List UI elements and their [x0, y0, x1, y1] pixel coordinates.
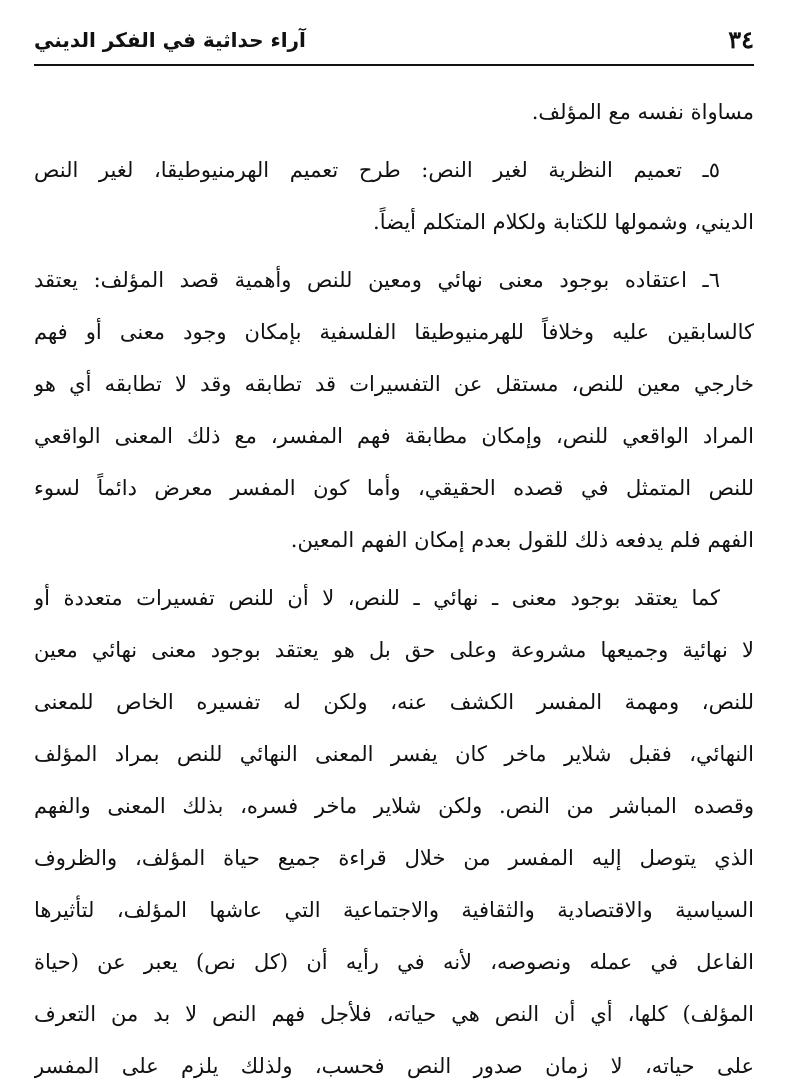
- text-line: المؤلف) كلها، أي أن النص هي حياته، فلأجل فهم النص لا بد من التعرف: [34, 1002, 754, 1026]
- text-line: للنص، ومهمة المفسر الكشف عنه، ولكن له تفسيره الخاص للمعنى: [34, 690, 754, 714]
- text-line: النهائي، فقبل شلاير ماخر كان يفسر المعنى النهائي للنص بمراد المؤلف: [34, 742, 754, 766]
- text-line: لا نهائية وجميعها مشروعة وعلى حق بل هو يعتقد بوجود معنى نهائي معين: [34, 638, 754, 662]
- text-line: كالسابقين عليه وخلافاً للهرمنيوطيقا الفلسفية بإمكان وجود معنى أو فهم: [34, 320, 754, 344]
- text-line: الديني، وشمولها للكتابة ولكلام المتكلم أيضاً.: [373, 210, 754, 234]
- header-rule: [34, 64, 754, 66]
- text-line: على حياته، لا زمان صدور النص فحسب، ولذلك يلزم على المفسر: [34, 1054, 754, 1078]
- text-line: مساواة نفسه مع المؤلف.: [531, 100, 754, 124]
- text-line: الفاعل في عمله ونصوصه، لأنه في رأيه أن (كل نص) يعبر عن (حياة: [34, 950, 754, 974]
- running-title: آراء حداثية في الفكر الديني: [34, 28, 306, 52]
- body-text: [34, 86, 754, 1092]
- text-line: ٦ـ اعتقاده بوجود معنى نهائي ومعين للنص وأهمية قصد المؤلف: يعتقد: [34, 268, 720, 292]
- page-number: ٣٤: [728, 25, 754, 54]
- text-line: الذي يتوصل إليه المفسر من خلال قراءة جميع حياة المؤلف، والظروف: [34, 846, 754, 870]
- text-line: المراد الواقعي للنص، وإمكان مطابقة فهم المفسر، مع ذلك المعنى الواقعي: [34, 424, 754, 448]
- text-line: وقصده المباشر من النص. ولكن شلاير ماخر فسره، بذلك المعنى والفهم: [34, 794, 754, 818]
- text-line: ٥ـ تعميم النظرية لغير النص: طرح تعميم الهرمنيوطيقا، لغير النص: [34, 158, 720, 182]
- text-line: الفهم فلم يدفعه ذلك للقول بعدم إمكان الفهم المعين.: [290, 528, 754, 552]
- text-line: السياسية والاقتصادية والثقافية والاجتماعية التي عاشها المؤلف، لتأثيرها: [34, 898, 754, 922]
- text-line: للنص المتمثل في قصده الحقيقي، وأما كون المفسر معرض دائماً لسوء: [34, 476, 754, 500]
- text-line: خارجي معين للنص، مستقل عن التفسيرات قد تطابقه وقد لا تطابقه أي هو: [34, 372, 754, 396]
- page-header: [34, 16, 754, 60]
- text-line: كما يعتقد بوجود معنى ـ نهائي ـ للنص، لا أن للنص تفسيرات متعددة أو: [34, 586, 720, 610]
